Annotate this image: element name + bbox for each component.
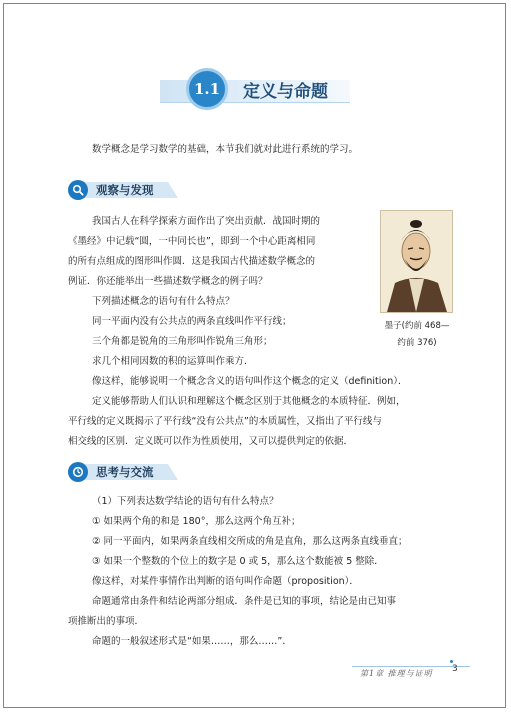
paragraph-line: 项推断出的事项．	[68, 616, 145, 627]
paragraph-line: 的所有点组成的图形叫作圆．这是我国古代描述数学概念的	[68, 256, 316, 267]
paragraph-line: 我国古人在科学探索方面作出了突出贡献．战国时期的	[92, 216, 321, 227]
example-line: 同一平面内没有公共点的两条直线叫作平行线；	[92, 316, 292, 327]
section-label: 观察与发现	[96, 183, 154, 197]
section-heading-observe	[68, 180, 178, 200]
magnifier-icon	[68, 180, 88, 200]
definition-line: 像这样，对某件事情作出判断的语句叫作命题（proposition）．	[92, 576, 359, 587]
paragraph-line: 命题的一般叙述形式是“如果……，那么……”．	[92, 636, 292, 647]
footer-chapter: 第1章 推理与证明	[360, 669, 433, 678]
mozi-portrait	[380, 210, 453, 313]
section-title: 定义与命题	[243, 82, 328, 102]
example-line: 三个角都是锐角的三角形叫作锐角三角形；	[92, 336, 273, 347]
portrait-caption	[374, 318, 460, 352]
section-heading-discuss	[68, 462, 178, 482]
caption-line: 约前 376)	[397, 338, 437, 348]
section-number-badge: 1.1	[186, 68, 228, 110]
section-label: 思考与交流	[96, 465, 154, 479]
definition-line: 像这样，能够说明一个概念含义的语句叫作这个概念的定义（definition）．	[92, 376, 408, 387]
intro-text: 数学概念是学习数学的基础，本节我们就对此进行系统的学习。	[92, 144, 359, 155]
footer-dot	[450, 660, 453, 663]
statement-line: ③ 如果一个整数的个位上的数字是 0 或 5，那么这个数能被 5 整除．	[92, 556, 384, 567]
paragraph-line: 《墨经》中记载“圆，一中同长也”，即到一个中心距离相同	[68, 236, 316, 247]
page-number: 3	[452, 664, 458, 674]
paragraph-line: 命题通常由条件和结论两部分组成．条件是已知的事项，结论是由已知事	[92, 596, 397, 607]
paragraph-line: 例证．你还能举出一些描述数学概念的例子吗？	[68, 276, 268, 287]
paragraph-line: 定义能够帮助人们认识和理解这个概念区别于其他概念的本质特征．例如，	[92, 396, 406, 407]
paragraph-line: 相交线的区别．定义既可以作为性质使用，又可以提供判定的依据．	[68, 436, 354, 447]
paragraph-line: 下列描述概念的语句有什么特点？	[92, 296, 235, 307]
example-line: 求几个相同因数的积的运算叫作乘方．	[92, 356, 254, 367]
statement-line: ① 如果两个角的和是 180°，那么这两个角互补；	[92, 516, 301, 527]
caption-line: 墨子(约前 468—	[384, 321, 450, 331]
question-line: （1）下列表达数学结论的语句有什么特点？	[92, 496, 279, 507]
statement-line: ② 同一平面内，如果两条直线相交所成的角是直角，那么这两条直线垂直；	[92, 536, 408, 547]
paragraph-line: 平行线的定义既揭示了平行线“没有公共点”的本质属性，又指出了平行线与	[68, 416, 382, 427]
clock-icon	[68, 462, 88, 482]
